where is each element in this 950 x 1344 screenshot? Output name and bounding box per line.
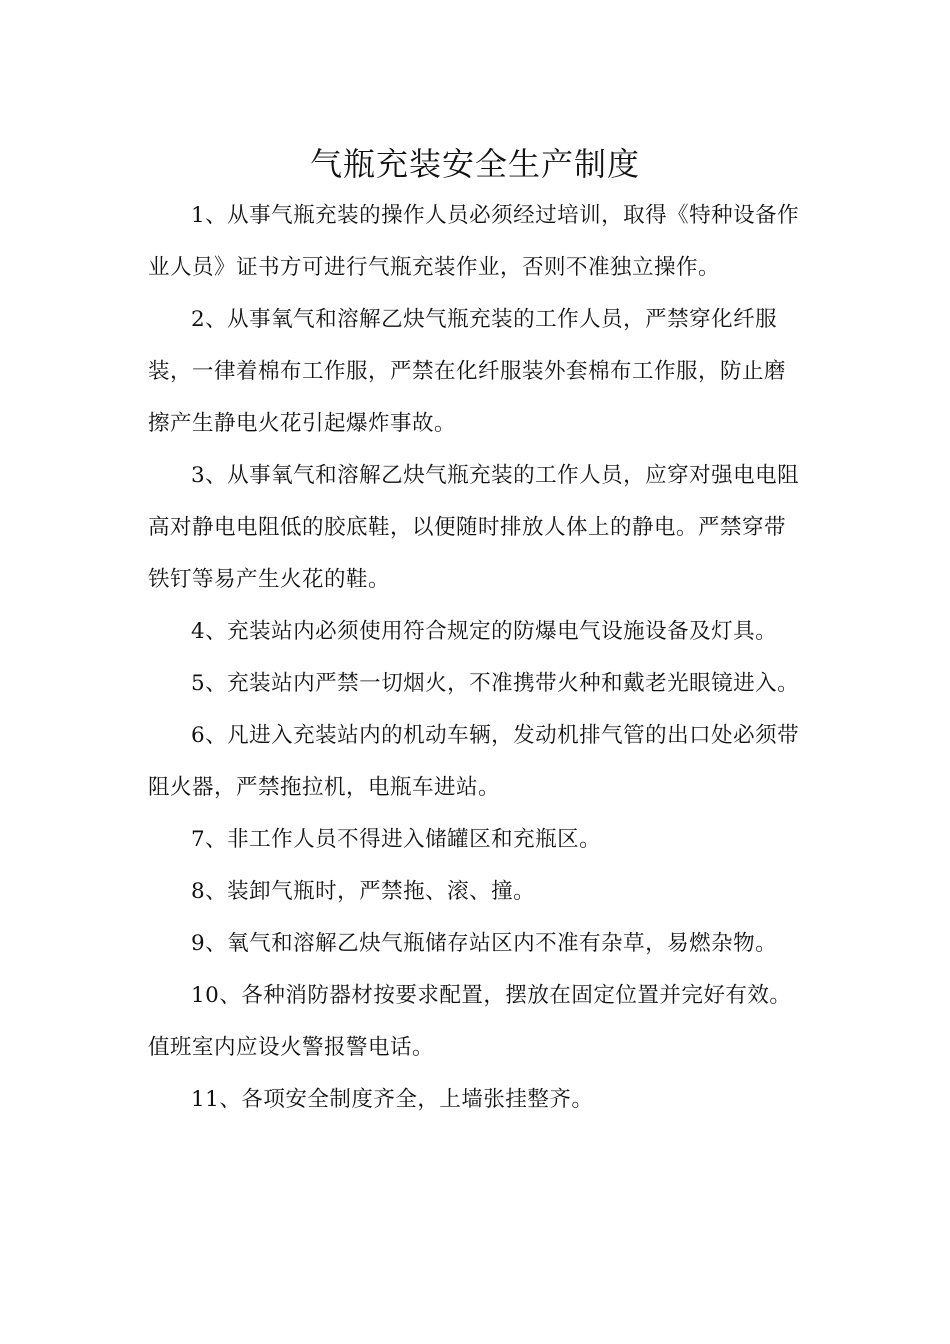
paragraph-5: 5、充装站内严禁一切烟火，不准携带火种和戴老光眼镜进入。 — [191, 671, 800, 696]
paragraph-8: 8、装卸气瓶时，严禁拖、滚、撞。 — [191, 879, 536, 904]
paragraph-4: 4、充装站内必须使用符合规定的防爆电气设施设备及灯具。 — [191, 619, 778, 644]
paragraph-7: 7、非工作人员不得进入储罐区和充瓶区。 — [191, 827, 602, 852]
paragraph-2: 2、从事氧气和溶解乙炔气瓶充装的工作人员，严禁穿化纤服装，一律着棉布工作服，严禁在化纤服装外套棉布工作服，防止磨擦产生静电火花引起爆炸事故。 — [148, 307, 787, 436]
paragraph-3: 3、从事氧气和溶解乙炔气瓶充装的工作人员，应穿对强电电阻高对静电电阻低的胶底鞋，以便随时排放人体上的静电。严禁穿带铁钉等易产生火花的鞋。 — [148, 463, 800, 592]
paragraph-6: 6、凡进入充装站内的机动车辆，发动机排气管的出口处必须带阻火器，严禁拖拉机，电瓶车进站。 — [148, 723, 800, 800]
paragraph-11: 11、各项安全制度齐全，上墙张挂整齐。 — [191, 1087, 594, 1112]
paragraph-9: 9、氧气和溶解乙炔气瓶储存站区内不准有杂草，易燃杂物。 — [191, 931, 778, 956]
document-body — [148, 190, 800, 1126]
paragraph-1: 1、从事气瓶充装的操作人员必须经过培训，取得《特种设备作业人员》证书方可进行气瓶充装作业，否则不准独立操作。 — [148, 203, 800, 280]
paragraph-10: 10、各种消防器材按要求配置，摆放在固定位置并完好有效。值班室内应设火警报警电话。 — [148, 983, 792, 1060]
document-title: 气瓶充装安全生产制度 — [309, 145, 640, 184]
